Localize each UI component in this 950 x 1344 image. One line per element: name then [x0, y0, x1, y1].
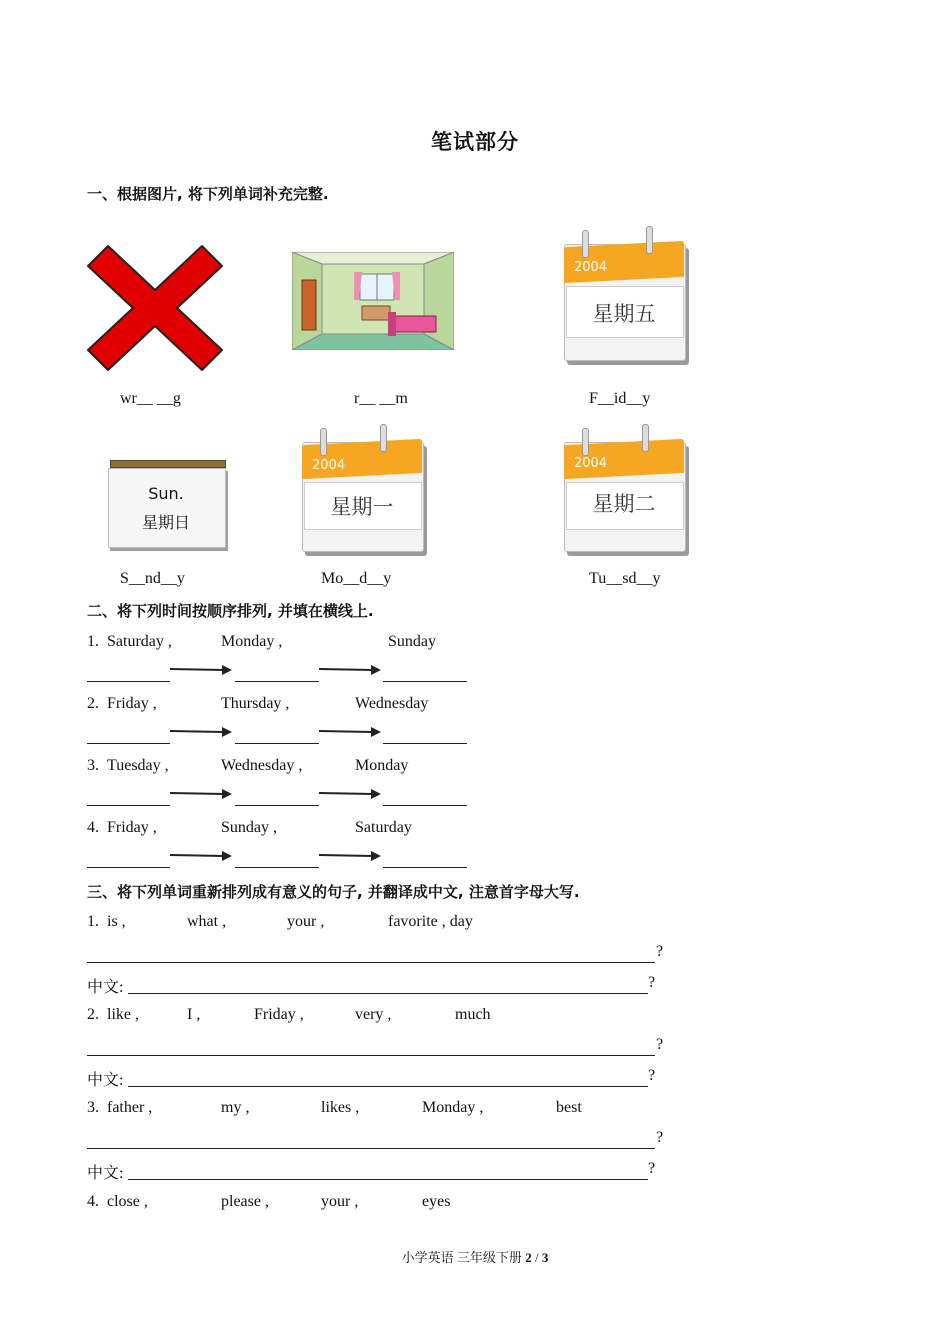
calendar-sunday-icon: Sun. 星期日: [104, 456, 228, 550]
s2-word: Thursday ,: [221, 695, 290, 712]
s2-word: Sunday: [388, 633, 436, 650]
answer-blank[interactable]: [383, 805, 467, 806]
s2-word: Sunday ,: [221, 819, 277, 836]
s2-item-num: 4.: [87, 819, 99, 836]
calendar-friday-icon: 2004 星期五: [558, 226, 690, 366]
question-mark: ?: [648, 974, 656, 991]
answer-blank[interactable]: [87, 681, 170, 682]
arrow-icon: [170, 664, 232, 676]
page-separator: /: [534, 1250, 539, 1265]
answer-blank[interactable]: [383, 681, 467, 682]
word-blank-5: Mo__d__y: [321, 570, 392, 587]
arrow-icon: [170, 726, 232, 738]
chinese-label: 中文:: [87, 979, 124, 996]
page-footer: [0, 1247, 950, 1266]
question-mark: ?: [656, 1129, 664, 1146]
s3-word: much: [455, 1006, 491, 1023]
s2-word: Monday ,: [221, 633, 283, 650]
word-blank-4: S__nd__y: [120, 570, 185, 587]
s2-word: Saturday: [355, 819, 412, 836]
answer-blank[interactable]: [87, 743, 170, 744]
s2-word: Saturday ,: [107, 633, 172, 650]
sentence-answer-line[interactable]: [87, 1148, 655, 1149]
answer-blank[interactable]: [87, 805, 170, 806]
answer-blank[interactable]: [235, 805, 319, 806]
s2-item-num: 2.: [87, 695, 99, 712]
s3-item-num: 3.: [87, 1099, 99, 1116]
s2-word: Monday: [355, 757, 409, 774]
calendar-tuesday-icon: 2004 星期二: [558, 424, 690, 558]
arrow-icon: [319, 788, 381, 800]
answer-blank[interactable]: [87, 867, 170, 868]
answer-blank[interactable]: [235, 743, 319, 744]
sentence-answer-line[interactable]: [87, 1055, 655, 1056]
arrow-icon: [319, 664, 381, 676]
s2-word: Wednesday ,: [221, 757, 303, 774]
word-blank-3: F__id__y: [589, 390, 651, 407]
answer-blank[interactable]: [235, 681, 319, 682]
word-blank-1: wr__ __g: [120, 390, 181, 407]
s2-word: Wednesday: [355, 695, 429, 712]
arrow-icon: [170, 788, 232, 800]
question-mark: ?: [656, 943, 664, 960]
room-illustration: [292, 252, 454, 350]
s3-word: eyes: [422, 1193, 451, 1210]
answer-blank[interactable]: [383, 743, 467, 744]
page-number: 2: [525, 1250, 532, 1265]
s3-word: Friday ,: [254, 1006, 304, 1023]
chinese-answer-line[interactable]: [128, 1179, 648, 1180]
s2-word: Friday ,: [107, 695, 157, 712]
question-mark: ?: [648, 1160, 656, 1177]
s3-word: is ,: [107, 913, 126, 930]
s3-word: please ,: [221, 1193, 269, 1210]
s3-word: like ,: [107, 1006, 139, 1023]
s3-item-num: 1.: [87, 913, 99, 930]
s3-word: very ,: [355, 1006, 392, 1023]
s3-item-num: 4.: [87, 1193, 99, 1210]
s2-word: Friday ,: [107, 819, 157, 836]
s3-word: father ,: [107, 1099, 153, 1116]
s3-word: Monday ,: [422, 1099, 484, 1116]
section3-heading: 三、将下列单词重新排列成有意义的句子, 并翻译成中文, 注意首字母大写.: [87, 883, 580, 901]
s2-item-num: 1.: [87, 633, 99, 650]
section1-heading: 一、根据图片, 将下列单词补充完整.: [87, 185, 329, 203]
s3-word: your ,: [321, 1193, 359, 1210]
question-mark: ?: [656, 1036, 664, 1053]
word-blank-2: r__ __m: [354, 390, 408, 407]
arrow-icon: [170, 850, 232, 862]
chinese-answer-line[interactable]: [128, 993, 648, 994]
question-mark: ?: [648, 1067, 656, 1084]
arrow-icon: [319, 726, 381, 738]
footer-text: 小学英语 三年级下册: [401, 1250, 522, 1265]
chinese-answer-line[interactable]: [128, 1086, 648, 1087]
arrow-icon: [319, 850, 381, 862]
chinese-label: 中文:: [87, 1072, 124, 1089]
answer-blank[interactable]: [383, 867, 467, 868]
page-total: 3: [541, 1250, 549, 1265]
s3-word: likes ,: [321, 1099, 360, 1116]
s3-word: favorite , day: [388, 913, 473, 930]
s3-word: close ,: [107, 1193, 148, 1210]
s3-word: I ,: [187, 1006, 201, 1023]
s3-word: what ,: [187, 913, 227, 930]
chinese-label: 中文:: [87, 1165, 124, 1182]
s3-word: my ,: [221, 1099, 250, 1116]
s3-item-num: 2.: [87, 1006, 99, 1023]
red-cross-icon: [86, 244, 224, 372]
section2-heading: 二、将下列时间按顺序排列, 并填在横线上.: [87, 602, 374, 620]
s3-word: your ,: [287, 913, 325, 930]
page-title: 笔试部分: [431, 130, 519, 154]
word-blank-6: Tu__sd__y: [589, 570, 661, 587]
s2-item-num: 3.: [87, 757, 99, 774]
s3-word: best: [556, 1099, 582, 1116]
s2-word: Tuesday ,: [107, 757, 169, 774]
calendar-monday-icon: 2004 星期一: [296, 424, 428, 558]
answer-blank[interactable]: [235, 867, 319, 868]
sentence-answer-line[interactable]: [87, 962, 655, 963]
